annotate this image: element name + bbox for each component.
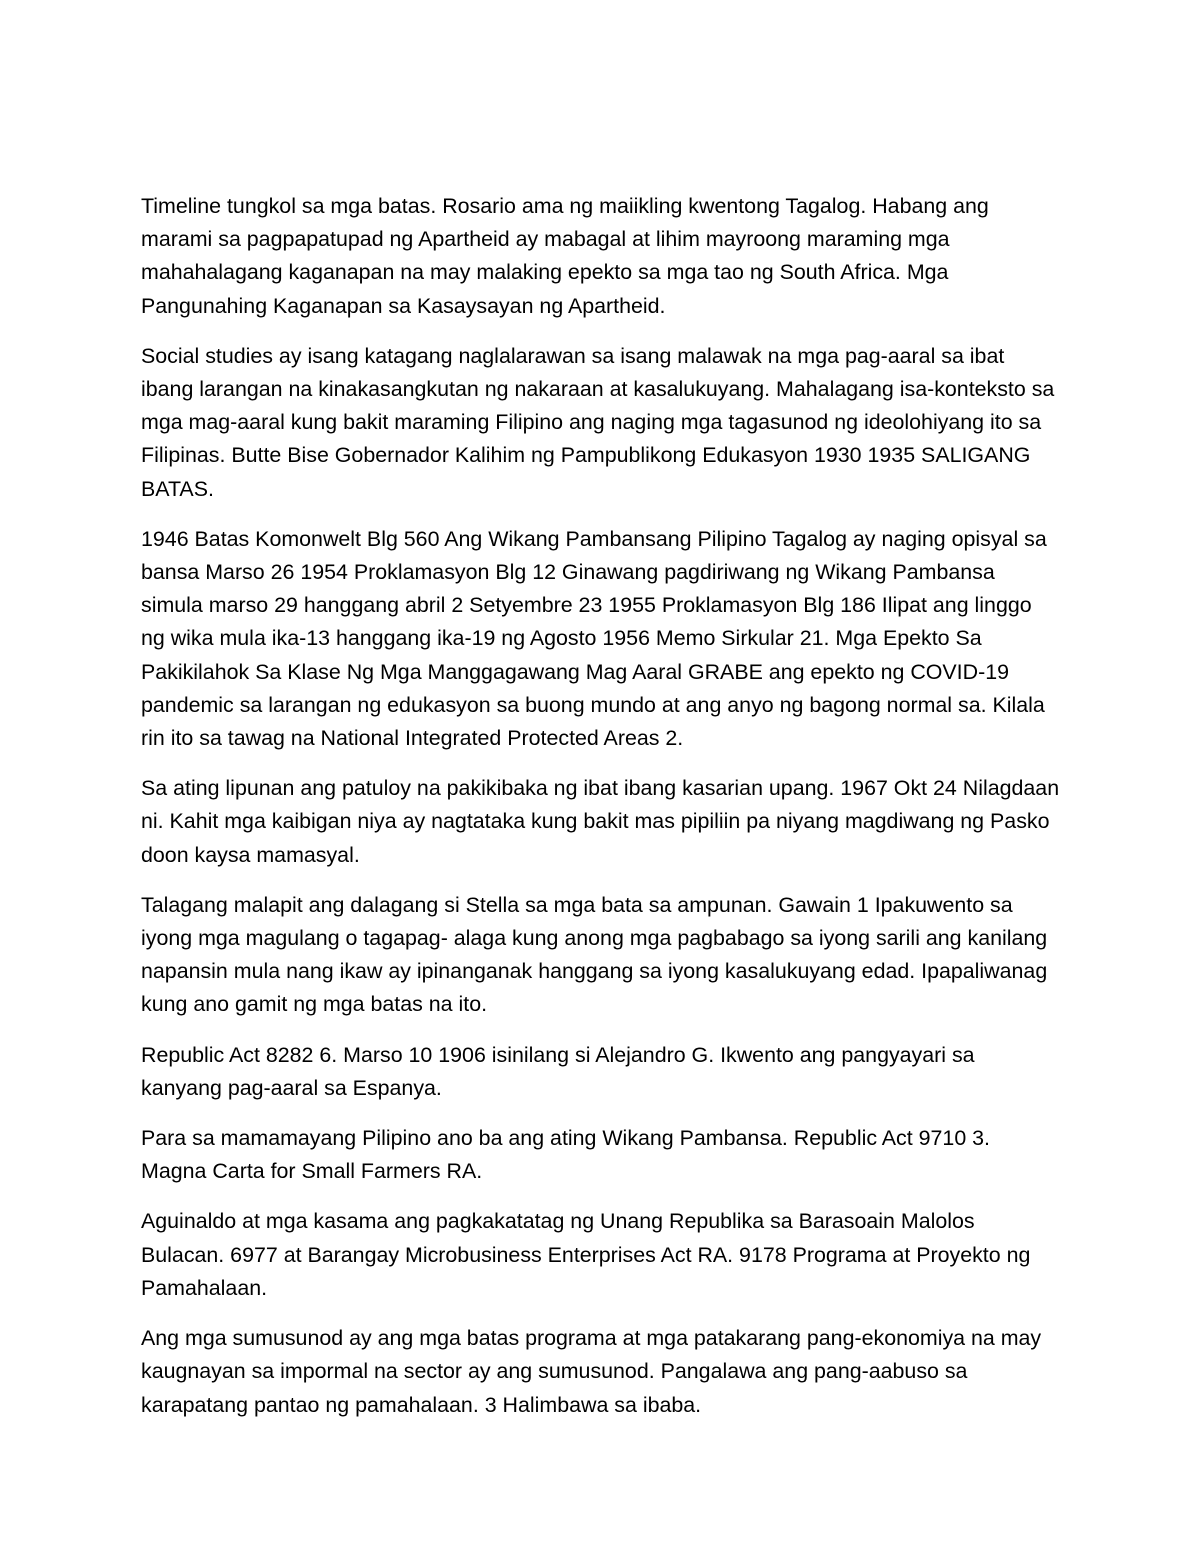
document-body bbox=[141, 190, 1061, 1439]
paragraph-3: 1946 Batas Komonwelt Blg 560 Ang Wikang Pambansang Pilipino Tagalog ay naging opisyal sa bansa Marso 26 1954 Proklamasyon Blg 12 Ginawang pagdiriwang ng Wikang Pambansa simula marso 29 hanggang abril 2 Setyembre 23 1955 Proklamasyon Blg 186 Ilipat ang linggo ng wika mula ika-13 hanggang ika-19 ng Agosto 1956 Memo Sirkular 21. Mga Epekto Sa Pakikilahok Sa Klase Ng Mga Manggagawang Mag Aaral GRABE ang epekto ng COVID-19 pandemic sa larangan ng edukasyon sa buong mundo at ang anyo ng bagong normal sa. Kilala rin ito sa tawag na National Integrated Protected Areas 2. bbox=[141, 526, 1047, 751]
paragraph-6: Republic Act 8282 6. Marso 10 1906 isinilang si Alejandro G. Ikwento ang pangyayari sa kanyang pag-aaral sa Espanya. bbox=[141, 1042, 975, 1100]
paragraph-9: Ang mga sumusunod ay ang mga batas programa at mga patakarang pang-ekonomiya na may kaugnayan sa impormal na sector ay ang sumusunod. Pangalawa ang pang-aabuso sa karapatang pantao ng pamahalaan. 3 Halimbawa sa ibaba. bbox=[141, 1326, 1042, 1417]
paragraph-7: Para sa mamamayang Pilipino ano ba ang ating Wikang Pambansa. Republic Act 9710 3. Magna Carta for Small Farmers RA. bbox=[141, 1126, 991, 1184]
paragraph-8: Aguinaldo at mga kasama ang pagkakatatag ng Unang Republika sa Barasoain Malolos Bulacan. 6977 at Barangay Microbusiness Enterprises Act RA. 9178 Programa at Proyekto ng Pamahalaan. bbox=[141, 1209, 1031, 1300]
paragraph-4: Sa ating lipunan ang patuloy na pakikibaka ng ibat ibang kasarian upang. 1967 Okt 24 Nilagdaan ni. Kahit mga kaibigan niya ay nagtataka kung bakit mas pipiliin pa niyang magdiwang ng Pasko doon kaysa mamasyal. bbox=[141, 776, 1060, 867]
paragraph-2: Social studies ay isang katagang naglalarawan sa isang malawak na mga pag-aaral sa ibat ibang larangan na kinakasangkutan ng nakaraan at kasalukuyang. Mahalagang isa-konteksto sa mga mag-aaral kung bakit maraming Filipino ang naging mga tagasunod ng ideolohiyang ito sa Filipinas. Butte Bise Gobernador Kalihim ng Pampublikong Edukasyon 1930 1935 SALIGANG BATAS. bbox=[141, 343, 1055, 501]
paragraph-5: Talagang malapit ang dalagang si Stella sa mga bata sa ampunan. Gawain 1 Ipakuwento sa iyong mga magulang o tagapag- alaga kung anong mga pagbabago sa iyong sarili ang kanilang napansin mula nang ikaw ay ipinanganak hanggang sa iyong kasalukuyang edad. Ipapaliwanag kung ano gamit ng mga batas na ito. bbox=[141, 892, 1048, 1017]
paragraph-1: Timeline tungkol sa mga batas. Rosario ama ng maiikling kwentong Tagalog. Habang ang marami sa pagpapatupad ng Apartheid ay mabagal at lihim mayroong maraming mga mahahalagang kaganapan na may malaking epekto sa mga tao ng South Africa. Mga Pangunahing Kaganapan sa Kasaysayan ng Apartheid. bbox=[141, 194, 989, 318]
